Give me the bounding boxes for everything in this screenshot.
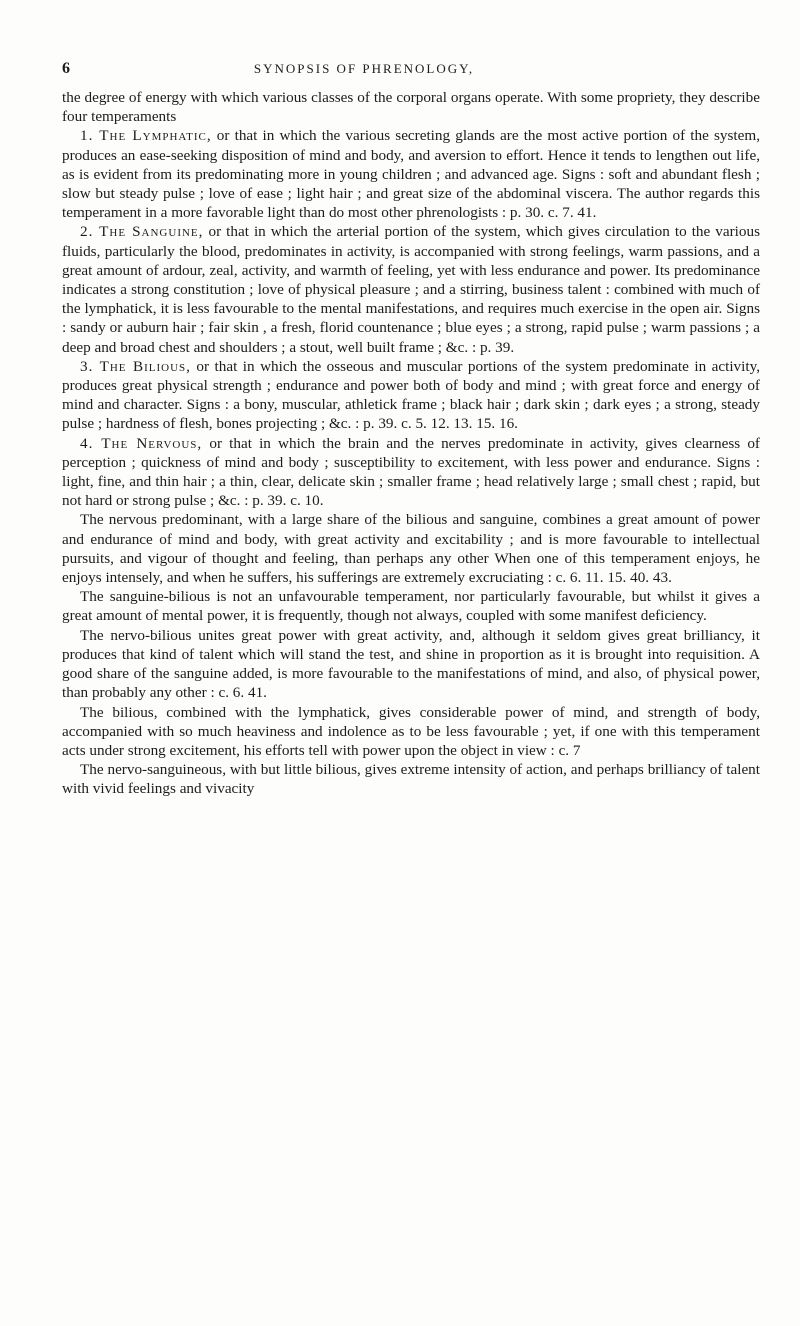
- paragraph-bilious: [62, 357, 760, 434]
- temperament-label: 1. The Lymphatic,: [80, 127, 212, 145]
- paragraph-text: The bilious, combined with the lymphatick, gives considerable power of mind, and strength of body, accompanied with so much heaviness and indolence as to be less favourable ; yet, if one with this temperament acts under strong excitement, his efforts tell with power upon the object in view : c. 7: [62, 703, 760, 759]
- paragraph: [62, 626, 760, 703]
- paragraph-nervous: [62, 434, 760, 511]
- paragraph: [62, 510, 760, 587]
- paragraph: [62, 88, 760, 126]
- paragraph-text: or that in which the osseous and muscular portions of the system predominate in activity, produces great physical strength ; endurance and power both of body and mind ; with great force and energy of mind and character. Signs : a bony, muscular, athletick frame ; black hair ; dark skin ; dark eyes ; a strong, steady pulse ; hardness of flesh, bones projecting ; &c. : p. 39. c. 5. 12. 13. 15. 16.: [62, 357, 760, 433]
- paragraph-text: or that in which the various secreting glands are the most active portion of the system, produces an ease-seeking disposition of mind and body, and aversion to effort. Hence it tends to lengthen out life, as is evident from its predominating more in young children ; and advanced age. Signs : soft and abundant flesh ; slow but steady pulse ; love of ease ; light hair ; and great size of the abdominal viscera. The author regards this temperament in a more favorable light than do most other phrenologists : p. 30. c. 7. 41.: [62, 127, 760, 222]
- paragraph-text: the degree of energy with which various classes of the corporal organs operate. With some propriety, they describe four temperaments: [62, 89, 760, 126]
- paragraph: [62, 703, 760, 761]
- running-head: [62, 60, 760, 88]
- page-number: 6: [62, 60, 70, 77]
- temperament-label: 3. The Bilious,: [80, 357, 191, 375]
- body-text: [62, 88, 760, 799]
- paragraph-sanguine: [62, 222, 760, 356]
- paragraph-text: or that in which the arterial portion of the system, which gives circulation to the various fluids, particularly the blood, predominates in activity, is accompanied with strong feelings, warm passions, and a great amount of ardour, zeal, activity, and warmth of feeling, yet with less endurance and power. Its predominance indicates a strong constitution ; love of physical pleasure ; and a stirring, business talent : combined with much of the lymphatick, it is less favourable to the mental manifestations, and requires much exercise in the open air. Signs : sandy or auburn hair ; fair skin , a fresh, florid countenance ; blue eyes ; a strong, rapid pulse ; warm passions ; a deep and broad chest and shoulders ; a stout, well built frame ; &c. : p. 39.: [62, 223, 760, 356]
- paragraph-text: The nervous predominant, with a large share of the bilious and sanguine, combines a great amount of power and endurance of mind and body, with great activity and excitability ; and is more favourable to intellectual pursuits, and vigour of thought and feeling, than perhaps any other When one of this temperament enjoys, he enjoys intensely, and when he suffers, his sufferings are extremely excruciating : c. 6. 11. 15. 40. 43.: [62, 511, 760, 587]
- paragraph-text: The nervo-sanguineous, with but little bilious, gives extreme intensity of action, and perhaps brilliancy of talent with vivid feelings and vivacity: [62, 761, 760, 798]
- paragraph-text: or that in which the brain and the nerves predominate in activity, gives clearness of perception ; quickness of mind and body ; susceptibility to excitement, with less power and endurance. Signs : light, fine, and thin hair ; a thin, clear, delicate skin ; smaller frame ; head relatively large ; small chest ; rapid, but not hard or strong pulse ; &c. : p. 39. c. 10.: [62, 434, 760, 510]
- paragraph-text: The nervo-bilious unites great power with great activity, and, although it seldom gives great brilliancy, it produces that kind of talent which will stand the test, and shine in proportion as it is brought into requisition. A good share of the sanguine added, is more favourable to the manifestations of mind, and also, of physical power, than probably any other : c. 6. 41.: [62, 626, 760, 702]
- paragraph-text: The sanguine-bilious is not an unfavourable temperament, nor particularly favourable, but whilst it gives a great amount of mental power, it is frequently, though not always, coupled with some manifest deficiency.: [62, 588, 760, 625]
- temperament-label: 4. The Nervous,: [80, 434, 203, 452]
- temperament-label: 2. The Sanguine,: [80, 223, 204, 241]
- paragraph: [62, 760, 760, 798]
- paragraph: [62, 587, 760, 625]
- paragraph-lymphatic: [62, 126, 760, 222]
- running-title: SYNOPSIS OF PHRENOLOGY,: [253, 61, 475, 76]
